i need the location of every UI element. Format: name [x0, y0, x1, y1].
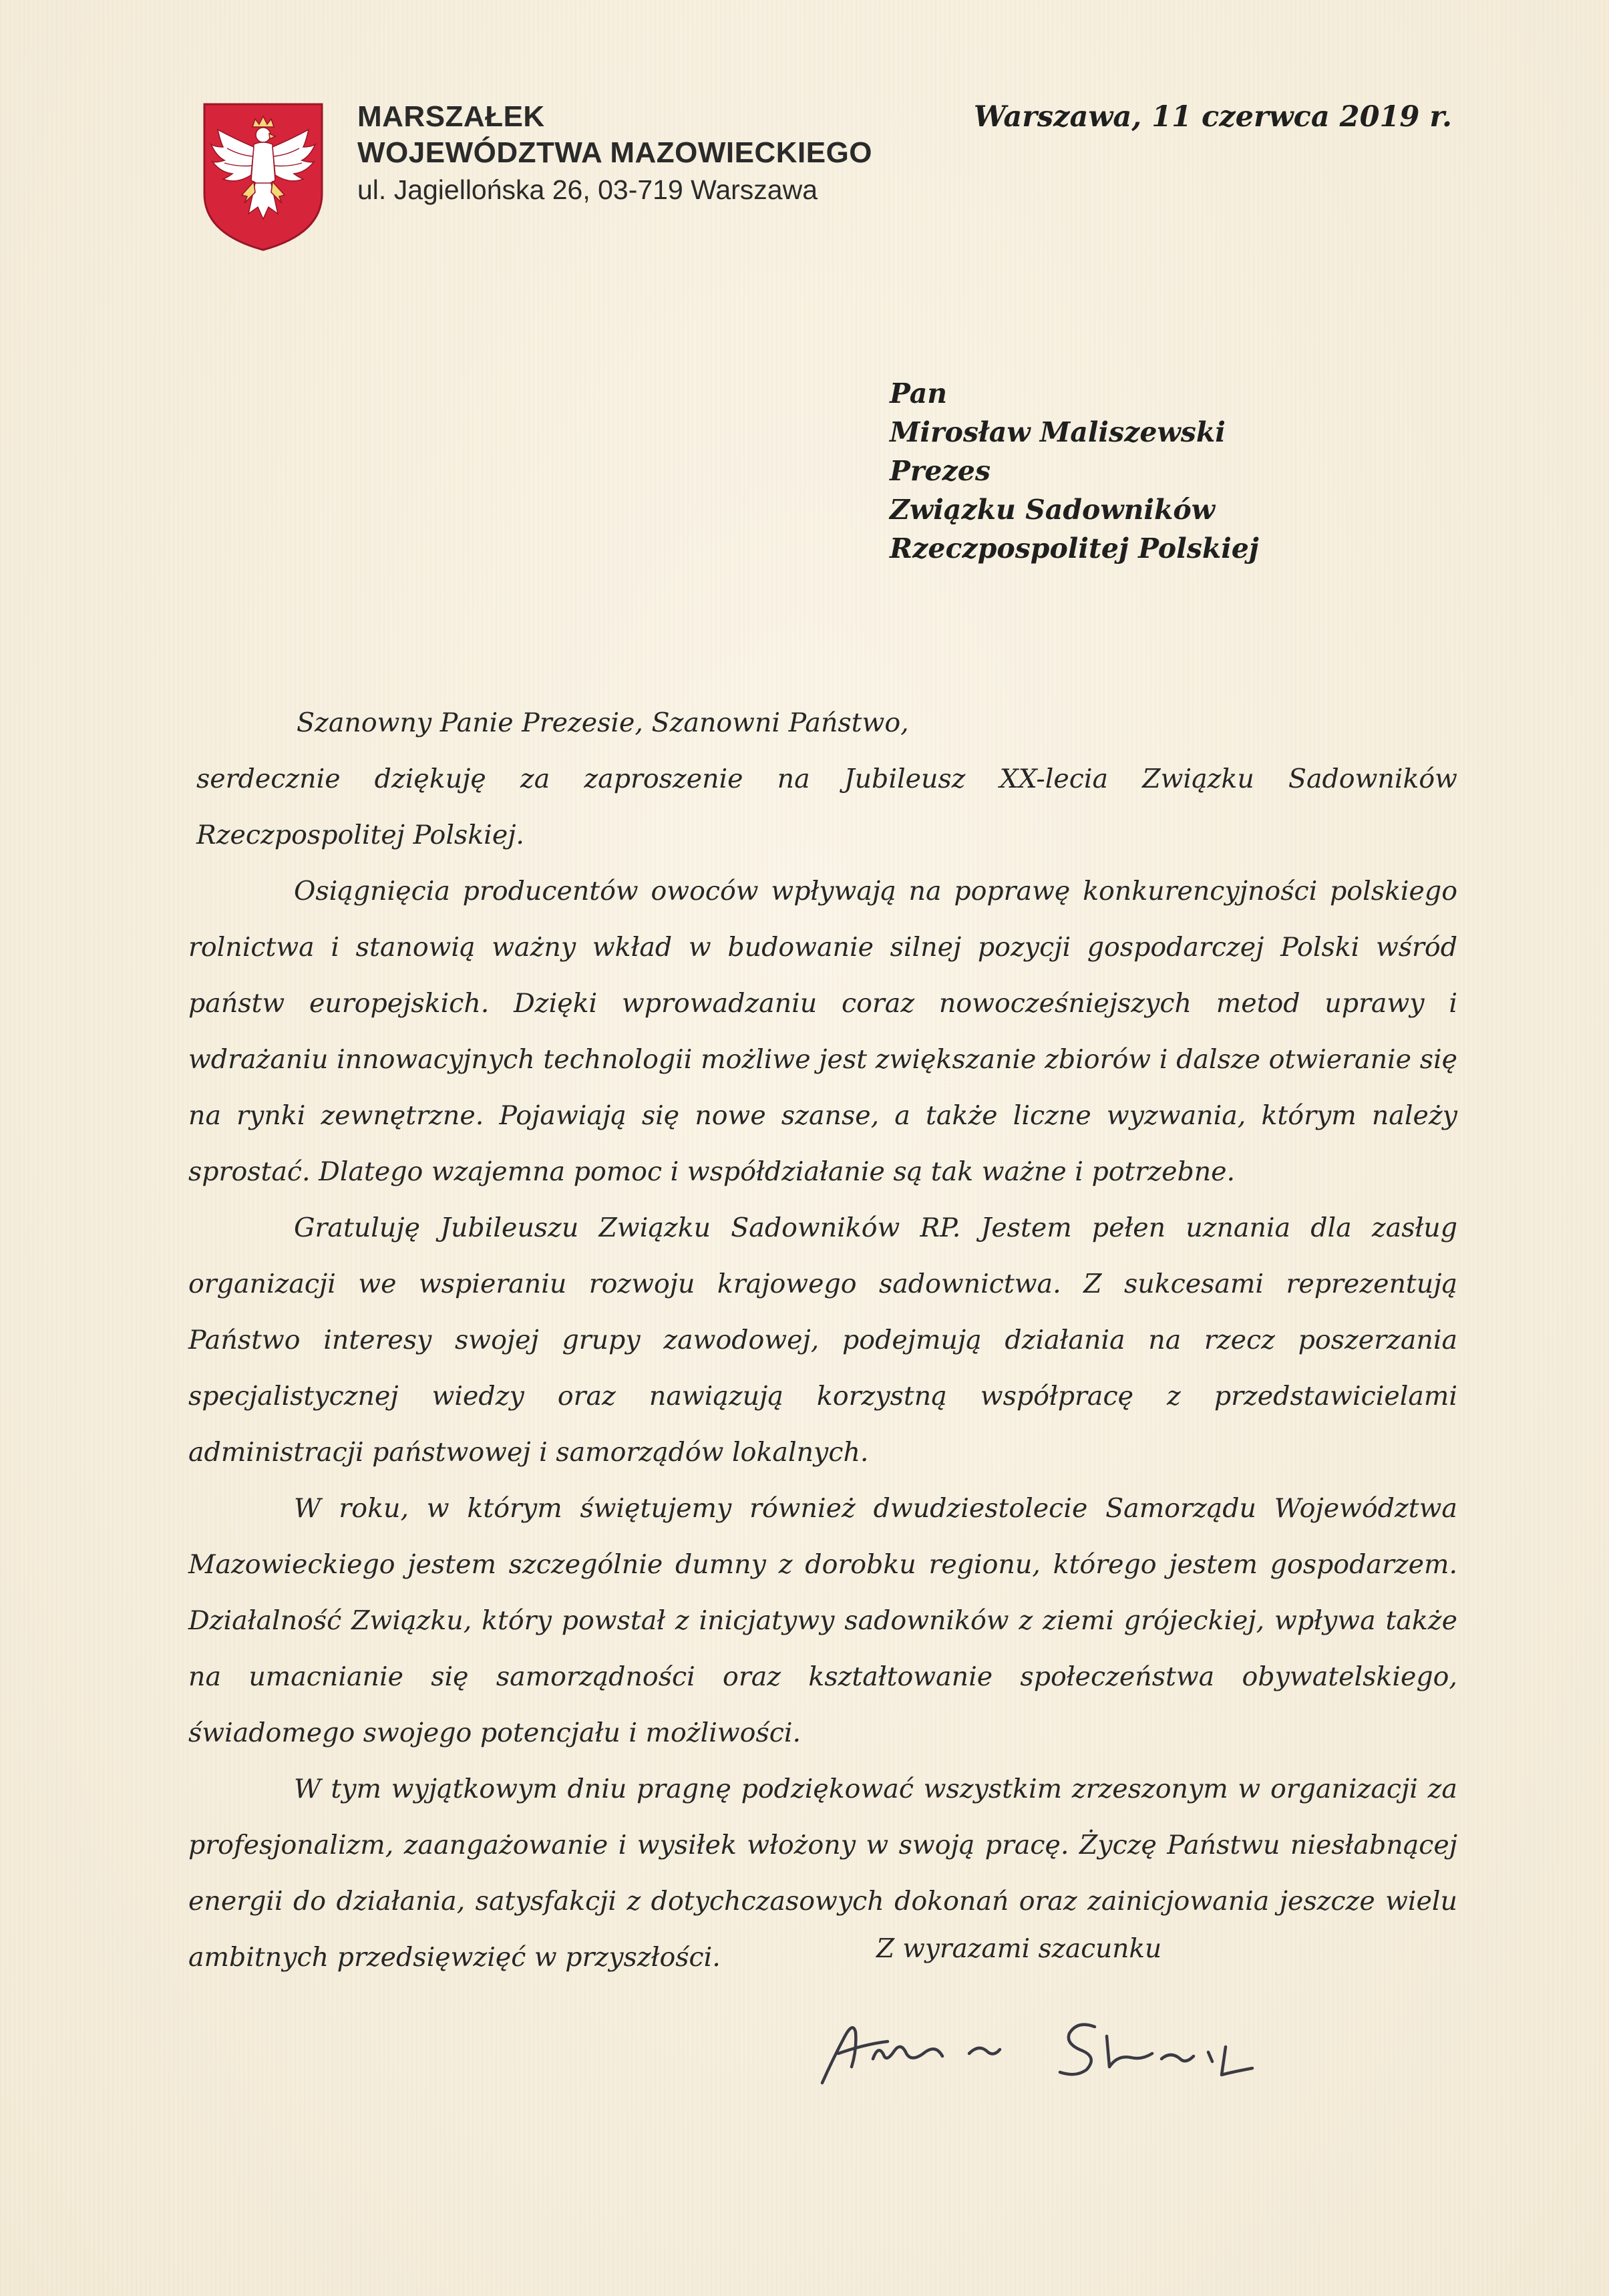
office-address: ul. Jagiellońska 26, 03-719 Warszawa: [357, 174, 818, 205]
letter-paragraph: W roku, w którym świętujemy również dwudziestolecie Samorządu Województwa Mazowieckiego jestem szczególnie dumny z dorobku regionu, którego jestem gospodarzem. Działalność Związku, który powstał z inicjatywy sadowników z ziemi grójeckiej, wpływa także na umacnianie się samorządności oraz kształtowanie społeczeństwa obywatelskiego, świadomego swojego potencjału i możliwości.: [188, 1493, 1457, 1748]
office-region: WOJEWÓDZTWA MAZOWIECKIEGO: [357, 136, 873, 169]
letter-paragraph: Gratuluję Jubileuszu Związku Sadowników RP. Jestem pełen uznania dla zasług organizacji we wspieraniu rozwoju krajowego sadownictwa. Z sukcesami reprezentują Państwo interesy swojej grupy zawodowej, podejmują działania na rzecz poszerzania specjalistycznej wiedzy oraz nawiązują korzystną współpracę z przedstawicielami administracji państwowej i samorządów lokalnych.: [188, 1212, 1457, 1468]
letter-paragraph: W tym wyjątkowym dniu pragnę podziękować wszystkim zrzeszonym w organizacji za profesjonalizm, zaangażowanie i wysiłek włożony w swoją pracę. Życzę Państwu niesłabnącej energii do działania, satysfakcji z dotychczasowych dokonań oraz zainicjowania jeszcze wielu ambitnych przedsięwzięć w przyszłości.: [188, 1774, 1457, 1973]
recipient-line: Prezes: [890, 455, 991, 487]
office-header: [357, 99, 872, 208]
letter-paragraph: Osiągnięcia producentów owoców wpływają na poprawę konkurencyjności polskiego rolnictwa i stanowią ważny wkład w budowanie silnej pozycji gospodarczej Polski wśród państw europejskich. Dzięki wprowadzaniu coraz nowocześniejszych metod uprawy i wdrażaniu innowacyjnych technologii możliwe jest zwiększanie zbiorów i dalsze otwieranie się na rynki zewnętrzne. Pojawiają się nowe szanse, a także liczne wyzwania, którym należy sprostać. Dlatego wzajemna pomoc i współdziałanie są tak ważne i potrzebne.: [188, 876, 1457, 1187]
letter-date: Warszawa, 11 czerwca 2019 r.: [973, 100, 1452, 134]
handwritten-signature-icon: [818, 1997, 1286, 2091]
letter-paragraph: serdecznie dziękuję za zaproszenie na Jubileusz XX-lecia Związku Sadowników Rzeczpospolitej Polskiej.: [196, 764, 1457, 850]
recipient-line: Związku Sadowników: [890, 494, 1216, 526]
letter-closing: Z wyrazami szacunku: [876, 1934, 1162, 1964]
office-title: MARSZAŁEK: [357, 100, 545, 133]
eagle-coat-of-arms-icon: [200, 100, 326, 253]
letter-body: [188, 695, 1457, 1985]
recipient-line: Rzeczpospolitej Polskiej: [890, 532, 1259, 564]
recipient-line: Mirosław Maliszewski: [890, 416, 1226, 448]
recipient-block: [890, 374, 1259, 568]
recipient-line: Pan: [890, 377, 948, 409]
letter-greeting: Szanowny Panie Prezesie, Szanowni Państwo,: [297, 707, 909, 738]
